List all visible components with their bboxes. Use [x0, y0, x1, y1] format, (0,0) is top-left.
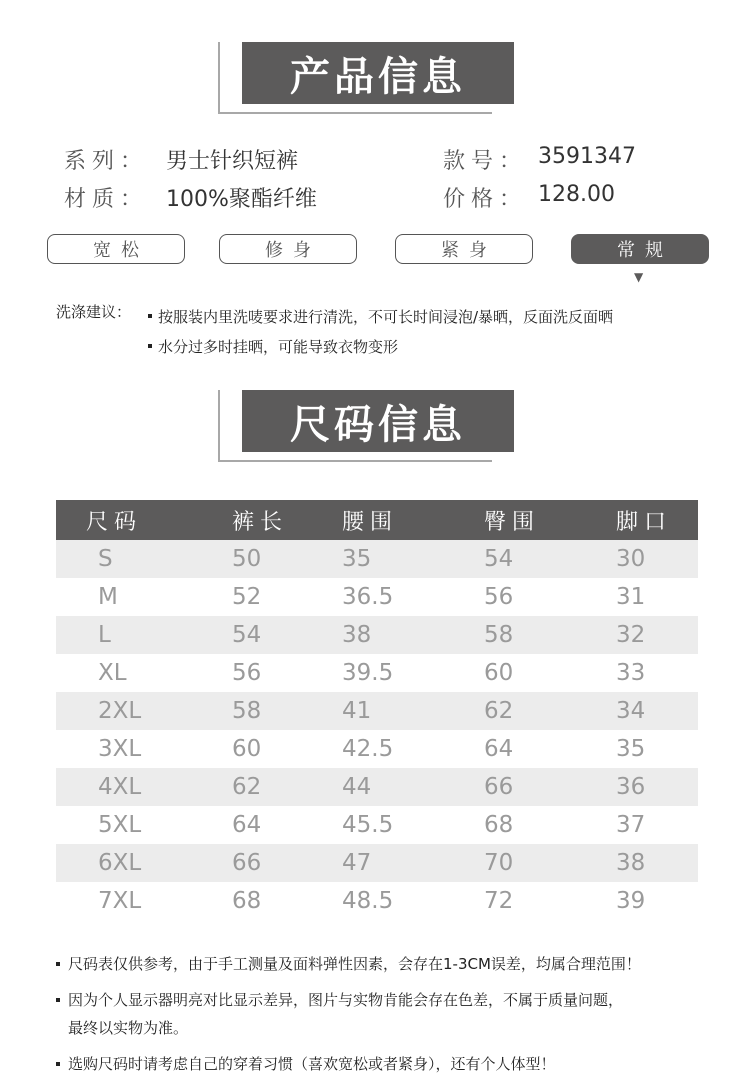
- cell-waist: 39.5: [342, 660, 394, 686]
- cell-waist: 41: [342, 698, 372, 724]
- cell-size: XL: [98, 660, 127, 686]
- table-row: [56, 768, 698, 806]
- cell-size: 5XL: [98, 812, 142, 838]
- fit-selector: [0, 234, 750, 284]
- header-size: 尺码: [86, 509, 143, 535]
- cell-leg-opening: 38: [616, 850, 646, 876]
- fit-option-tight[interactable]: 紧身: [395, 234, 533, 264]
- table-row: [56, 654, 698, 692]
- table-row: [56, 540, 698, 578]
- style-label: 款号：: [443, 149, 528, 174]
- cell-length: 64: [232, 812, 262, 838]
- cell-length: 58: [232, 698, 262, 724]
- cell-hip: 72: [484, 888, 514, 914]
- cell-waist: 45.5: [342, 812, 394, 838]
- cell-hip: 70: [484, 850, 514, 876]
- fit-option-loose[interactable]: 宽松: [47, 234, 185, 264]
- size-info-title: 尺码信息: [242, 390, 514, 452]
- note-1-text: 尺码表仅供参考，由于手工测量及面料弹性因素，会存在1-3CM误差，均属合理范围！: [68, 955, 641, 973]
- cell-hip: 64: [484, 736, 514, 762]
- washing-line-2: [148, 336, 398, 357]
- washing-advice: [0, 301, 750, 361]
- header-leg-opening: 脚口: [616, 509, 673, 535]
- cell-hip: 60: [484, 660, 514, 686]
- size-table: [56, 500, 698, 920]
- fit-option-regular[interactable]: 常规: [571, 234, 709, 264]
- cell-hip: 62: [484, 698, 514, 724]
- cell-waist: 36.5: [342, 584, 394, 610]
- cell-waist: 48.5: [342, 888, 394, 914]
- product-info-title: 产品信息: [242, 42, 514, 104]
- cell-leg-opening: 30: [616, 546, 646, 572]
- cell-length: 66: [232, 850, 262, 876]
- cell-hip: 66: [484, 774, 514, 800]
- table-row: [56, 692, 698, 730]
- note-1: [56, 950, 736, 978]
- price-value: 128.00: [538, 182, 615, 207]
- table-row: [56, 730, 698, 768]
- product-info-banner: [0, 42, 750, 122]
- bullet-icon: [148, 344, 152, 348]
- washing-text-2: 水分过多时挂晒，可能导致衣物变形: [158, 338, 399, 356]
- bullet-icon: [148, 314, 152, 318]
- cell-length: 68: [232, 888, 262, 914]
- cell-waist: 47: [342, 850, 372, 876]
- cell-size: M: [98, 584, 118, 610]
- cell-leg-opening: 37: [616, 812, 646, 838]
- cell-leg-opening: 34: [616, 698, 646, 724]
- note-2-text: 因为个人显示器明亮对比显示差异，图片与实物肯能会存在色差，不属于质量问题，: [68, 991, 624, 1009]
- header-hip: 臀围: [484, 509, 541, 535]
- bullet-icon: [56, 998, 60, 1002]
- selected-indicator-icon: ▼: [634, 270, 644, 284]
- cell-length: 54: [232, 622, 262, 648]
- note-3-text: 选购尺码时请考虑自己的穿着习惯（喜欢宽松或者紧身），还有个人体型！: [68, 1055, 556, 1073]
- cell-waist: 42.5: [342, 736, 394, 762]
- material-label: 材质：: [64, 187, 149, 212]
- cell-hip: 58: [484, 622, 514, 648]
- style-value: 3591347: [538, 144, 636, 169]
- washing-text-1: 按服装内里洗唛要求进行清洗，不可长时间浸泡/暴晒，反面洗反面晒: [158, 308, 614, 326]
- cell-size: S: [98, 546, 113, 572]
- cell-leg-opening: 36: [616, 774, 646, 800]
- table-row: [56, 882, 698, 920]
- header-length: 裤长: [232, 509, 289, 535]
- cell-hip: 56: [484, 584, 514, 610]
- table-row: [56, 844, 698, 882]
- table-row: [56, 616, 698, 654]
- cell-leg-opening: 39: [616, 888, 646, 914]
- cell-size: 4XL: [98, 774, 142, 800]
- cell-length: 60: [232, 736, 262, 762]
- cell-leg-opening: 35: [616, 736, 646, 762]
- cell-waist: 44: [342, 774, 372, 800]
- cell-hip: 68: [484, 812, 514, 838]
- washing-line-1: [148, 306, 613, 327]
- note-3: [56, 1050, 736, 1078]
- product-info: [0, 140, 750, 220]
- table-header: [56, 500, 698, 540]
- cell-size: 6XL: [98, 850, 142, 876]
- note-2: [56, 986, 736, 1014]
- series-value: 男士针织短裤: [166, 149, 299, 174]
- cell-waist: 35: [342, 546, 372, 572]
- size-notes: [56, 950, 736, 1078]
- size-info-banner: [0, 390, 750, 470]
- cell-size: 7XL: [98, 888, 142, 914]
- cell-leg-opening: 33: [616, 660, 646, 686]
- price-label: 价格：: [443, 187, 528, 212]
- cell-hip: 54: [484, 546, 514, 572]
- table-row: [56, 578, 698, 616]
- table-row: [56, 806, 698, 844]
- cell-size: 2XL: [98, 698, 142, 724]
- cell-length: 56: [232, 660, 262, 686]
- bullet-icon: [56, 1062, 60, 1066]
- material-value: 100%聚酯纤维: [166, 187, 317, 212]
- fit-option-slim[interactable]: 修身: [219, 234, 357, 264]
- cell-size: L: [98, 622, 111, 648]
- washing-label: 洗涤建议：: [56, 303, 132, 321]
- header-waist: 腰围: [342, 509, 399, 535]
- series-label: 系列：: [64, 149, 149, 174]
- cell-waist: 38: [342, 622, 372, 648]
- bullet-icon: [56, 962, 60, 966]
- cell-leg-opening: 31: [616, 584, 646, 610]
- note-2-continued: 最终以实物为准。: [68, 1019, 189, 1037]
- cell-length: 50: [232, 546, 262, 572]
- cell-length: 52: [232, 584, 262, 610]
- cell-size: 3XL: [98, 736, 142, 762]
- cell-length: 62: [232, 774, 262, 800]
- cell-leg-opening: 32: [616, 622, 646, 648]
